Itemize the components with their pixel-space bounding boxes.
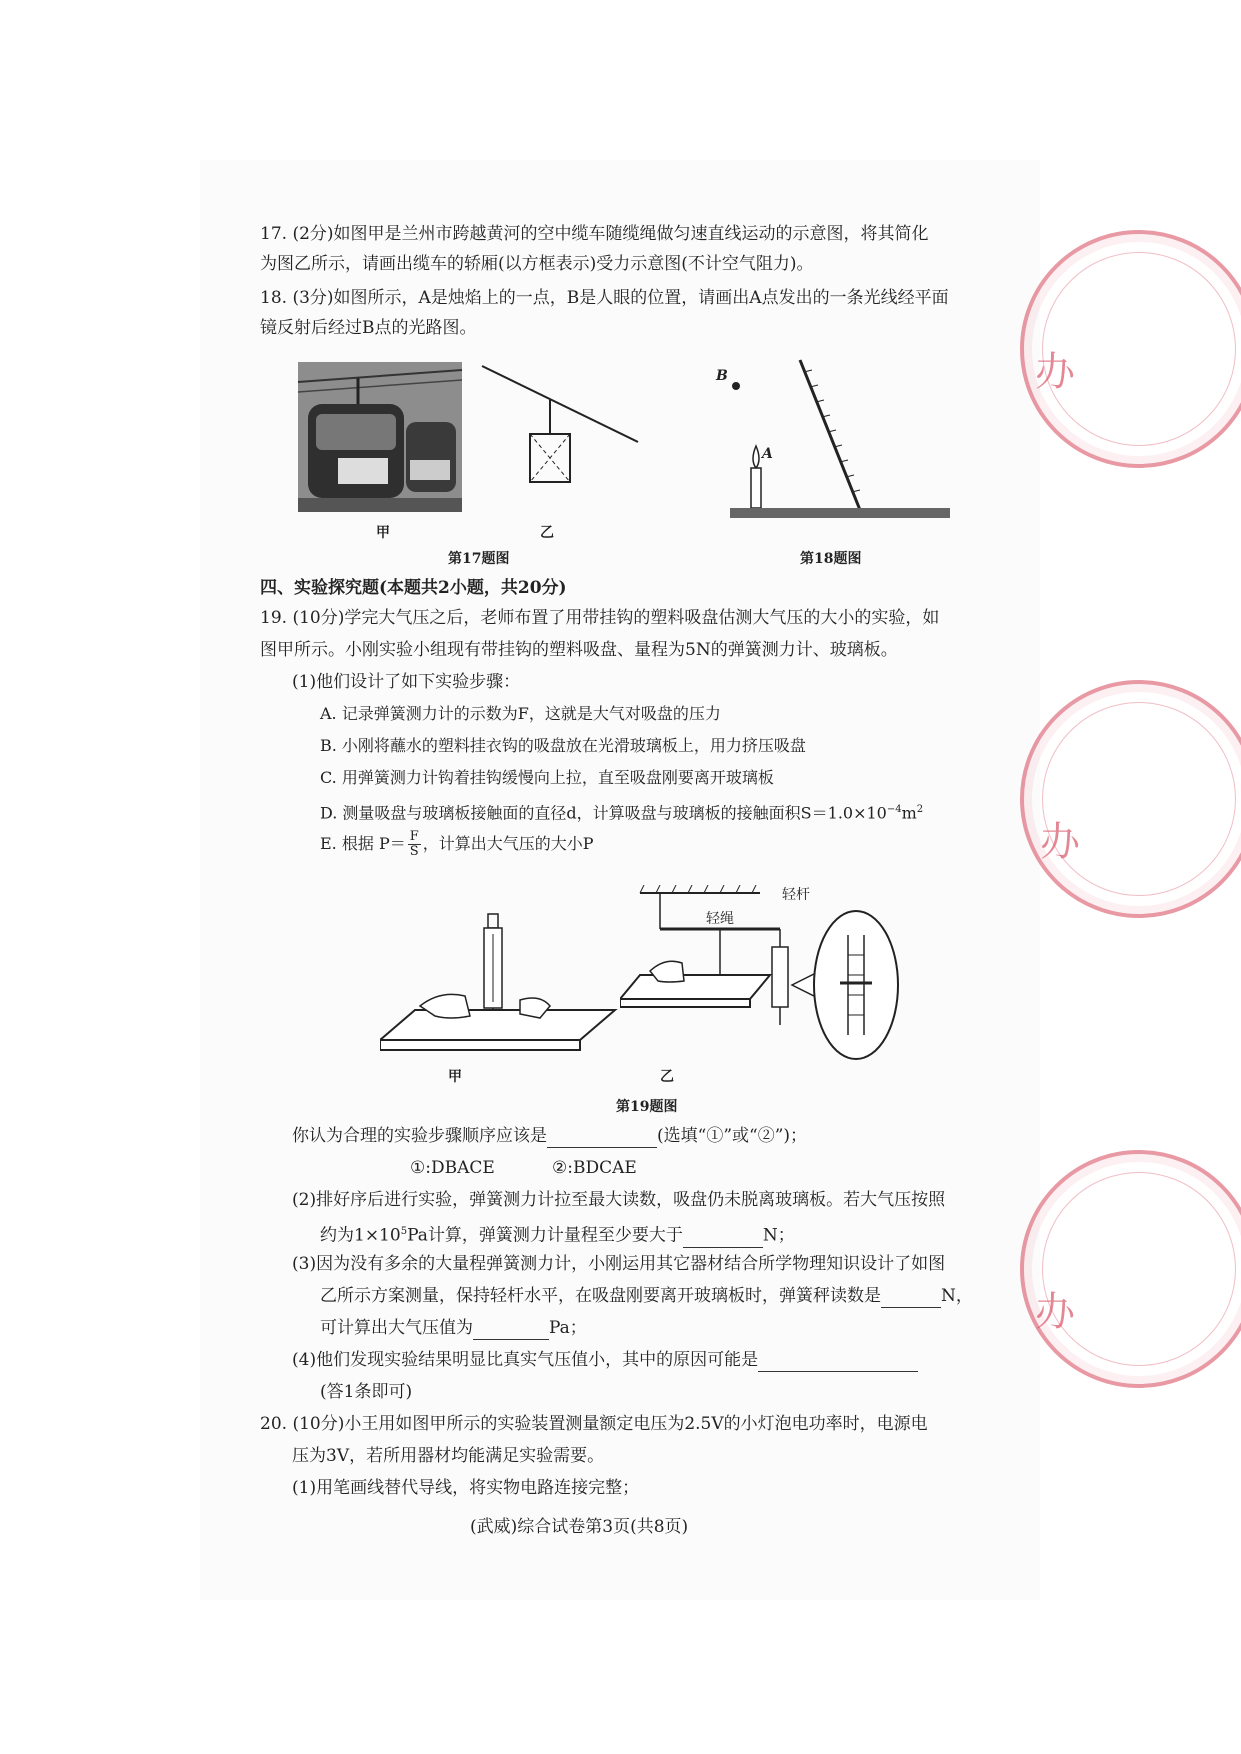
section4-heading: 四、实验探究题(本题共2小题，共20分) <box>260 578 567 598</box>
q19-label-lever: 轻杆 <box>782 887 810 903</box>
q17-fig-label-jia: 甲 <box>376 525 390 541</box>
q19-figure-jia <box>380 910 620 1060</box>
q19-step-e: E. 根据 P＝ $\frac{F}{S}$ ，计算出大气压的大小P <box>320 829 594 859</box>
q18-line1: 18. (3分)如图所示，A是烛焰上的一点，B是人眼的位置，请画出A点发出的一条光线经平面 <box>260 288 949 308</box>
q18-label-a: A <box>762 446 773 462</box>
q20-p1: (1)用笔画线替代导线，将实物电路连接完整； <box>292 1478 640 1498</box>
q19-p3-line2: 乙所示方案测量，保持轻杆水平，在吸盘刚要离开玻璃板时，弹簧秤读数是 N， <box>320 1286 973 1306</box>
q20-line1: 20. (10分)小王用如图甲所示的实验装置测量额定电压为2.5V的小灯泡电功率时，电源电 <box>260 1414 928 1434</box>
q19-option-2: ②:BDCAE <box>552 1158 637 1178</box>
q19-p4-line2: (答1条即可) <box>320 1382 413 1402</box>
q19-p3-line1: (3)因为没有多余的大量程弹簧测力计，小刚运用其它器材结合所学物理知识设计了如图 <box>292 1254 946 1274</box>
q17-line1: 17. (2分)如图甲是兰州市跨越黄河的空中缆车随缆绳做匀速直线运动的示意图，将其简化 <box>260 224 929 244</box>
cable-car-photo <box>298 362 462 512</box>
q17-caption: 第17题图 <box>448 551 510 567</box>
answer-blank[interactable] <box>758 1353 918 1372</box>
formula-fraction: $\frac{F}{S}$ <box>409 829 419 859</box>
q19-step-d: D. 测量吸盘与玻璃板接触面的直径d，计算吸盘与玻璃板的接触面积$S=1.0\times 10^{-4}m^2$ <box>320 803 924 823</box>
q19-fig-label-jia: 甲 <box>448 1069 462 1085</box>
q18-line2: 镜反射后经过B点的光路图。 <box>260 318 477 338</box>
answer-blank[interactable] <box>881 1289 941 1308</box>
q18-label-b: B <box>716 368 728 384</box>
official-seal <box>1020 680 1241 918</box>
q19-fig-label-yi: 乙 <box>660 1069 674 1085</box>
q19-p3-line3: 可计算出大气压值为 Pa； <box>320 1318 587 1338</box>
q17-line2: 为图乙所示，请画出缆车的轿厢(以方框表示)受力示意图(不计空气阻力)。 <box>260 254 814 274</box>
q17-diagram-yi <box>480 360 640 520</box>
q19-caption: 第19题图 <box>616 1099 678 1115</box>
q19-line2: 图甲所示。小刚实验小组现有带挂钩的塑料吸盘、量程为5N的弹簧测力计、玻璃板。 <box>260 640 898 660</box>
official-seal <box>1020 1150 1241 1388</box>
answer-blank[interactable] <box>683 1229 763 1248</box>
q18-mirror-diagram <box>720 350 960 530</box>
q19-step-b: B. 小刚将蘸水的塑料挂衣钩的吸盘放在光滑玻璃板上，用力挤压吸盘 <box>320 736 806 755</box>
q18-caption: 第18题图 <box>800 551 862 567</box>
q19-figure-yi <box>620 885 910 1065</box>
q20-line2: 压为3V，若所用器材均能满足实验需要。 <box>292 1446 605 1466</box>
q19-p2-line1: (2)排好序后进行实验，弹簧测力计拉至最大读数，吸盘仍未脱离玻璃板。若大气压按照 <box>292 1190 946 1210</box>
seal-char: 办 <box>1040 819 1080 865</box>
seal-char: 办 <box>1035 349 1075 395</box>
page-footer: (武威)综合试卷第3页(共8页) <box>470 1517 689 1537</box>
q19-p1-intro: (1)他们设计了如下实验步骤： <box>292 672 521 692</box>
q19-option-1: ①:DBACE <box>410 1158 495 1178</box>
q19-order-question: 你认为合理的实验步骤顺序应该是 (选填“①”或“②”)； <box>292 1126 808 1146</box>
answer-blank[interactable] <box>547 1129 657 1148</box>
q19-label-rope: 轻绳 <box>706 911 734 927</box>
q17-fig-label-yi: 乙 <box>540 525 554 541</box>
q19-step-a: A. 记录弹簧测力计的示数为F，这就是大气对吸盘的压力 <box>320 704 721 723</box>
q19-step-c: C. 用弹簧测力计钩着挂钩缓慢向上拉，直至吸盘刚要离开玻璃板 <box>320 768 774 787</box>
q19-p2-line2: 约为$1\times 10^5Pa$计算，弹簧测力计量程至少要大于 N； <box>320 1225 795 1246</box>
seal-char: 办 <box>1035 1289 1075 1335</box>
q19-line1: 19. (10分)学完大气压之后，老师布置了用带挂钩的塑料吸盘估测大气压的大小的实验，如 <box>260 608 940 628</box>
q19-p4-line1: (4)他们发现实验结果明显比真实气压值小，其中的原因可能是 <box>292 1348 918 1372</box>
answer-blank[interactable] <box>473 1321 549 1340</box>
